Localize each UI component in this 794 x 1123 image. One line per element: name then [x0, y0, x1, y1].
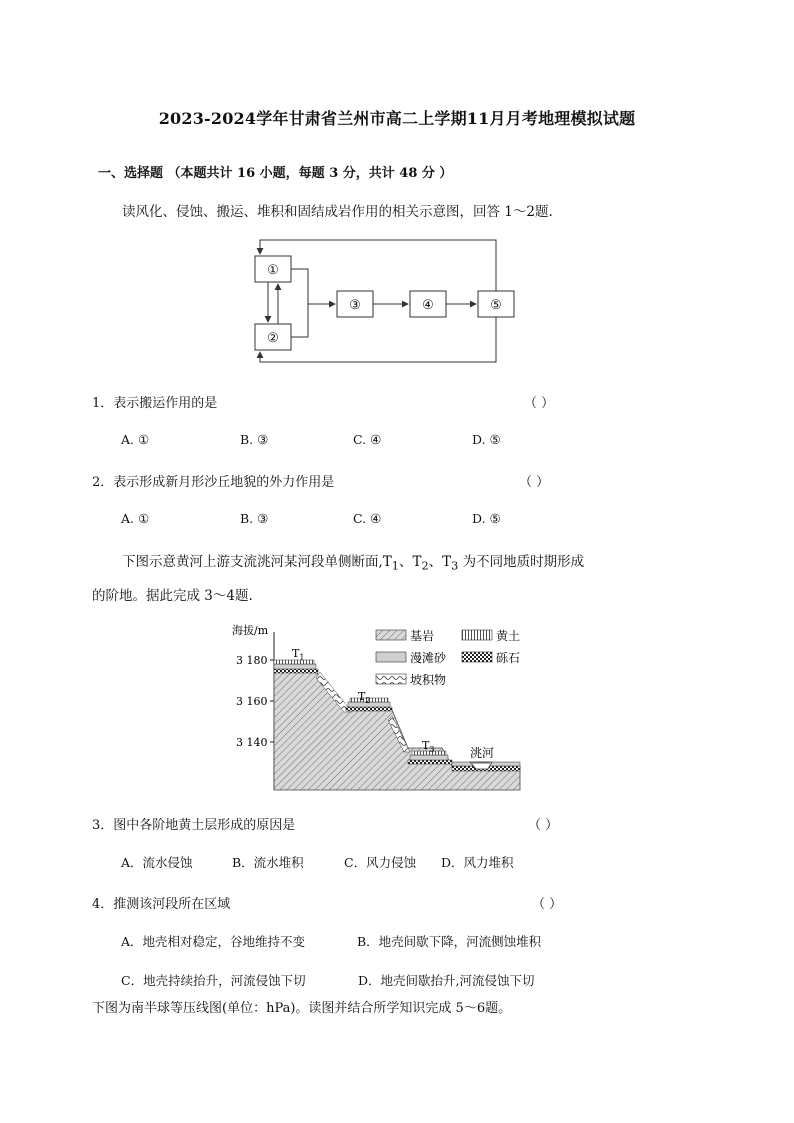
intro-paragraph-2: 下图示意黄河上游支流洮河某河段单侧断面$,T_1$、$T_2$、$T_3$ 为不同地质时期形成 [122, 554, 585, 573]
page-title: 2023-2024学年甘肃省兰州市高二上学期11月月考地理模拟试题 [158, 109, 636, 128]
question-3-stem: 3．图中各阶地黄土层形成的原因是 [92, 818, 296, 833]
option-d: D. ⑤ [472, 432, 501, 447]
arrow-2-to-3 [291, 304, 308, 337]
option-d: D．地壳间歇抬升,河流侵蚀下切 [358, 973, 535, 988]
y-tick-label: 3 140 [236, 736, 268, 749]
intro-paragraph-2-cont: 的阶地。据此完成 3～4题. [92, 588, 253, 604]
option-b: B. ③ [240, 511, 269, 526]
option-c: C．地壳持续抬升，河流侵蚀下切 [121, 973, 306, 988]
terrace-label-t2: $T_2$ [358, 690, 371, 705]
flow-box-label: ③ [349, 298, 361, 313]
legend-label-colluvium: 坡积物 [410, 673, 447, 687]
answer-bracket: （ ） [524, 396, 555, 411]
option-c: C. ④ [353, 432, 382, 447]
option-a: A. ① [121, 432, 150, 447]
arrow-1-to-3 [291, 269, 335, 304]
arrow-5-to-2 [260, 317, 496, 362]
intro-paragraph-1: 读风化、侵蚀、搬运、堆积和固结成岩作用的相关示意图，回答 1～2题. [122, 204, 553, 220]
answer-bracket: （ ） [528, 818, 559, 833]
option-a: A．地壳相对稳定，谷地维持不变 [121, 934, 306, 949]
process-flow-diagram [250, 238, 525, 366]
option-a: A. ① [121, 511, 150, 526]
legend-label-loess: 黄土 [496, 629, 521, 643]
intro-paragraph-3: 下图为南半球等压线图(单位：hPa)。读图并结合所学知识完成 5～6题。 [92, 1001, 512, 1016]
arrow-5-to-1 [260, 240, 496, 291]
flow-box-label: ① [267, 263, 279, 278]
flow-box-label: ④ [422, 298, 434, 313]
question-1-stem: 1．表示搬运作用的是 [92, 396, 218, 411]
option-c: C. ④ [353, 511, 382, 526]
option-b: B．流水堆积 [232, 855, 304, 870]
flow-box-label: ② [267, 331, 279, 346]
answer-bracket: （ ） [519, 475, 550, 490]
legend-label-bedrock: 基岩 [410, 629, 435, 643]
terrace-label-t1: $T_1$ [292, 647, 305, 662]
answer-bracket: （ ） [532, 897, 563, 912]
y-axis-label: 海拔/m [232, 624, 269, 637]
option-d: D. ⑤ [472, 511, 501, 526]
option-a: A．流水侵蚀 [121, 855, 193, 870]
flow-box-label: ⑤ [490, 298, 502, 313]
y-tick-label: 3 160 [236, 695, 268, 708]
option-b: B. ③ [240, 432, 269, 447]
option-c: C．风力侵蚀 [344, 855, 417, 870]
terrace-label-t3: $T_3$ [422, 739, 435, 754]
question-4-stem: 4．推测该河段所在区域 [92, 897, 231, 912]
y-tick-label: 3 180 [236, 654, 268, 667]
legend-label-gravel: 砾石 [496, 651, 521, 665]
river-terrace-profile [230, 620, 530, 792]
legend-label-sand: 漫滩砂 [410, 651, 447, 665]
river-label: 洮河 [470, 746, 495, 760]
option-d: D．风力堆积 [441, 855, 514, 870]
question-2-stem: 2．表示形成新月形沙丘地貌的外力作用是 [92, 475, 335, 490]
section-heading: 一、选择题 （本题共计 16 小题，每题 3 分，共计 48 分 ） [98, 166, 453, 181]
option-b: B．地壳间歇下降，河流侧蚀堆积 [357, 934, 542, 949]
